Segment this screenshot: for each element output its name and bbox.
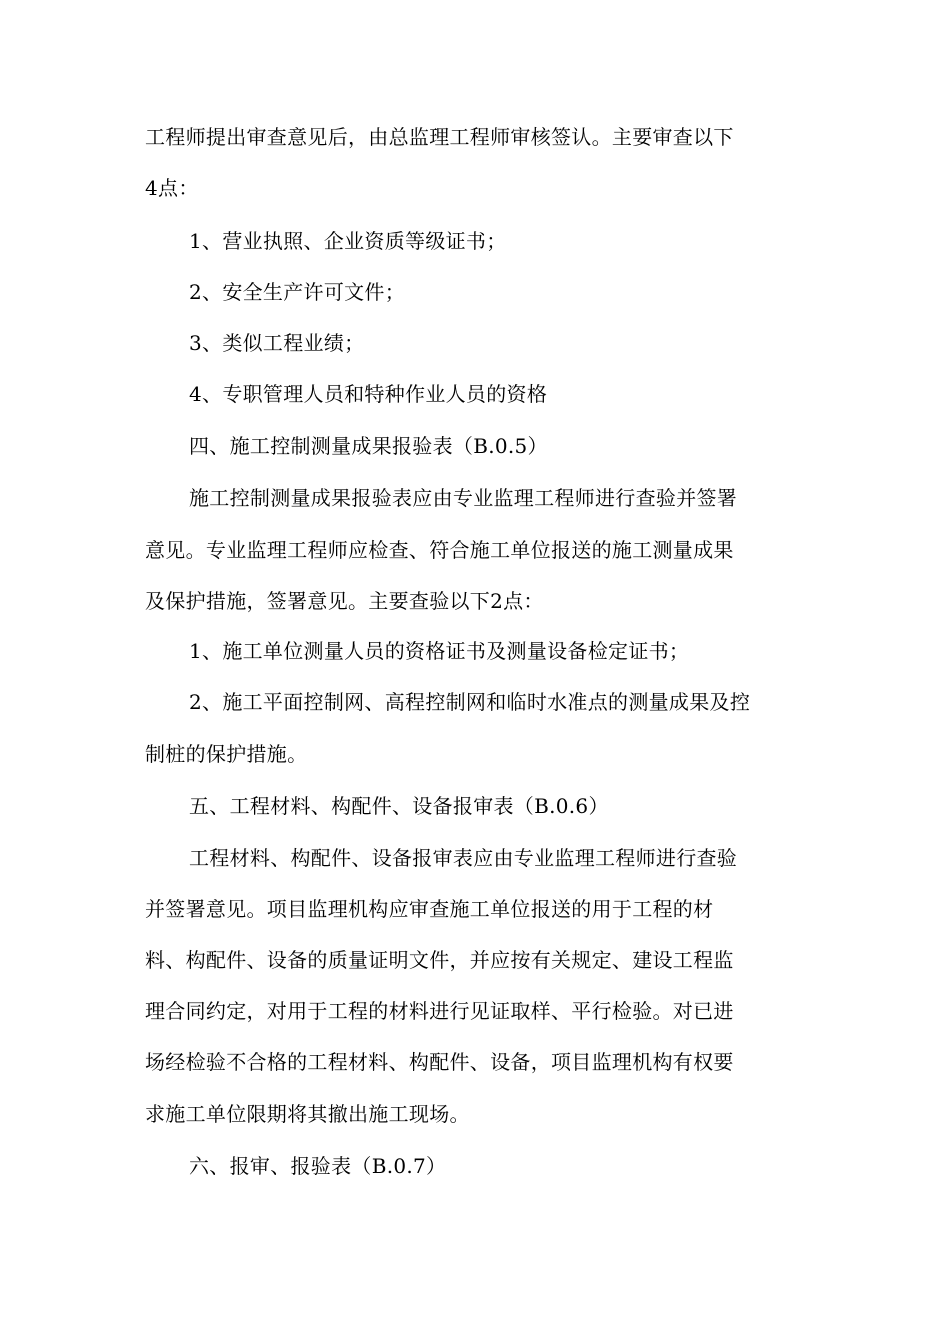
paragraph-line: 4点：: [145, 176, 199, 200]
paragraph-line: 求施工单位限期将其撤出施工现场。: [145, 1102, 470, 1126]
paragraph-line: 制桩的保护措施。: [145, 742, 308, 766]
section-heading: 五、工程材料、构配件、设备报审表（B.0.6）: [189, 794, 609, 818]
list-item: 1、施工单位测量人员的资格证书及测量设备检定证书；: [189, 639, 690, 663]
paragraph-line: 理合同约定，对用于工程的材料进行见证取样、平行检验。对已进: [145, 999, 734, 1023]
paragraph-line: 工程师提出审查意见后，由总监理工程师审核签认。主要审查以下: [145, 125, 734, 149]
paragraph-line: 施工控制测量成果报验表应由专业监理工程师进行查验并签署: [189, 486, 738, 510]
paragraph-line: 并签署意见。项目监理机构应审查施工单位报送的用于工程的材: [145, 897, 714, 921]
section-heading: 四、施工控制测量成果报验表（B.0.5）: [189, 434, 548, 458]
list-item: 4、专职管理人员和特种作业人员的资格: [189, 382, 548, 406]
paragraph-line: 工程材料、构配件、设备报审表应由专业监理工程师进行查验: [189, 846, 738, 870]
paragraph-line: 意见。专业监理工程师应检查、符合施工单位报送的施工测量成果: [145, 538, 734, 562]
paragraph-line: 场经检验不合格的工程材料、构配件、设备，项目监理机构有权要: [145, 1050, 734, 1074]
list-item: 3、类似工程业绩；: [189, 331, 365, 355]
list-item: 1、营业执照、企业资质等级证书；: [189, 229, 507, 253]
paragraph-line: 及保护措施，签署意见。主要查验以下2点：: [145, 589, 544, 613]
paragraph-line: 料、构配件、设备的质量证明文件，并应按有关规定、建设工程监: [145, 948, 734, 972]
list-item: 2、施工平面控制网、高程控制网和临时水准点的测量成果及控: [189, 690, 751, 714]
section-heading: 六、报审、报验表（B.0.7）: [189, 1154, 447, 1178]
list-item: 2、安全生产许可文件；: [189, 280, 406, 304]
